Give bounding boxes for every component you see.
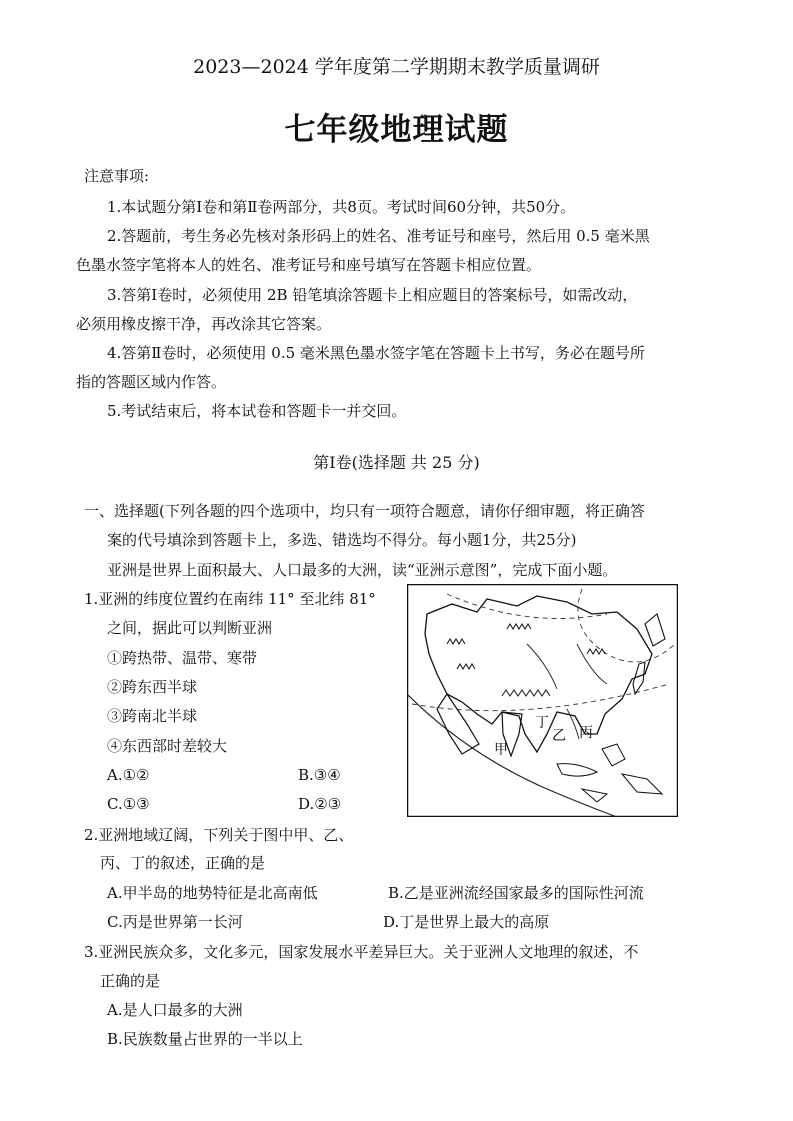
note-4-line-1: 4.答第Ⅱ卷时，必须使用 0.5 毫米黑色墨水签字笔在答题卡上书写，务必在题号所 bbox=[107, 344, 645, 362]
q2-option-d: D.丁是世界上最大的高原 bbox=[383, 913, 550, 931]
note-5: 5.考试结束后，将本试卷和答题卡一并交回。 bbox=[107, 402, 407, 420]
q2-text-line-1: 2.亚洲地域辽阔，下列关于图中甲、乙、 bbox=[84, 826, 354, 844]
note-3-line-1: 3.答第Ⅰ卷时，必须使用 2B 铅笔填涂答题卡上相应题目的答案标号，如需改动， bbox=[107, 286, 638, 304]
note-2-line-2: 色墨水签字笔将本人的姓名、准考证号和座号填写在答题卡相应位置。 bbox=[76, 256, 542, 274]
q1-statement-3: ③跨南北半球 bbox=[107, 707, 198, 725]
notes-heading: 注意事项: bbox=[84, 167, 150, 185]
q1-option-b: B.③④ bbox=[298, 766, 341, 784]
question-stem: 亚洲是世界上面积最大、人口最多的大洲，读“亚洲示意图”，完成下面小题。 bbox=[107, 561, 618, 579]
q1-text-line-2: 之间，据此可以判断亚洲 bbox=[107, 619, 273, 637]
q3-text-line-1: 3.亚洲民族众多，文化多元，国家发展水平差异巨大。关于亚洲人文地理的叙述，不 bbox=[84, 943, 639, 961]
exam-header: 2023—2024 学年度第二学期期末教学质量调研 bbox=[193, 56, 600, 78]
map-label-ding: 丁 bbox=[535, 715, 549, 731]
q2-option-c: C.丙是世界第一长河 bbox=[107, 913, 243, 931]
q3-text-line-2: 正确的是 bbox=[100, 972, 161, 990]
q2-option-a: A.甲半岛的地势特征是北高南低 bbox=[107, 884, 318, 902]
q1-option-a: A.①② bbox=[107, 766, 150, 784]
q3-option-b: B.民族数量占世界的一半以上 bbox=[107, 1030, 303, 1048]
note-4-line-2: 指的答题区域内作答。 bbox=[76, 373, 227, 391]
asia-map bbox=[407, 584, 678, 817]
q2-text-line-2: 丙、丁的叙述，正确的是 bbox=[100, 854, 266, 872]
q3-option-a: A.是人口最多的大洲 bbox=[107, 1001, 243, 1019]
part1-intro-line-1: 一、选择题(下列各题的四个选项中，均只有一项符合题意，请你仔细审题，将正确答 bbox=[84, 502, 645, 520]
part1-intro-line-2: 案的代号填涂到答题卡上，多选、错选均不得分。每小题1分，共25分) bbox=[107, 531, 577, 549]
q1-statement-4: ④东西部时差较大 bbox=[107, 737, 228, 755]
map-label-bing: 丙 bbox=[579, 725, 593, 741]
section-title: 第Ⅰ卷(选择题 共 25 分) bbox=[313, 453, 480, 472]
q1-text-line-1: 1.亚洲的纬度位置约在南纬 11° 至北纬 81° bbox=[84, 590, 376, 608]
q1-option-d: D.②③ bbox=[298, 795, 342, 813]
note-1: 1.本试题分第Ⅰ卷和第Ⅱ卷两部分，共8页。考试时间60分钟，共50分。 bbox=[107, 198, 576, 216]
map-label-jia: 甲 bbox=[494, 742, 508, 758]
q1-option-c: C.①③ bbox=[107, 795, 150, 813]
q1-statement-1: ①跨热带、温带、寒带 bbox=[107, 649, 258, 667]
note-2-line-1: 2.答题前，考生务必先核对条形码上的姓名、准考证号和座号，然后用 0.5 毫米黑 bbox=[107, 227, 650, 245]
page-title: 七年级地理试题 bbox=[284, 112, 509, 148]
q2-option-b: B.乙是亚洲流经国家最多的国际性河流 bbox=[388, 884, 644, 902]
map-label-yi: 乙 bbox=[552, 728, 566, 744]
note-3-line-2: 必须用橡皮擦干净，再改涂其它答案。 bbox=[76, 315, 332, 333]
q1-statement-2: ②跨东西半球 bbox=[107, 678, 198, 696]
